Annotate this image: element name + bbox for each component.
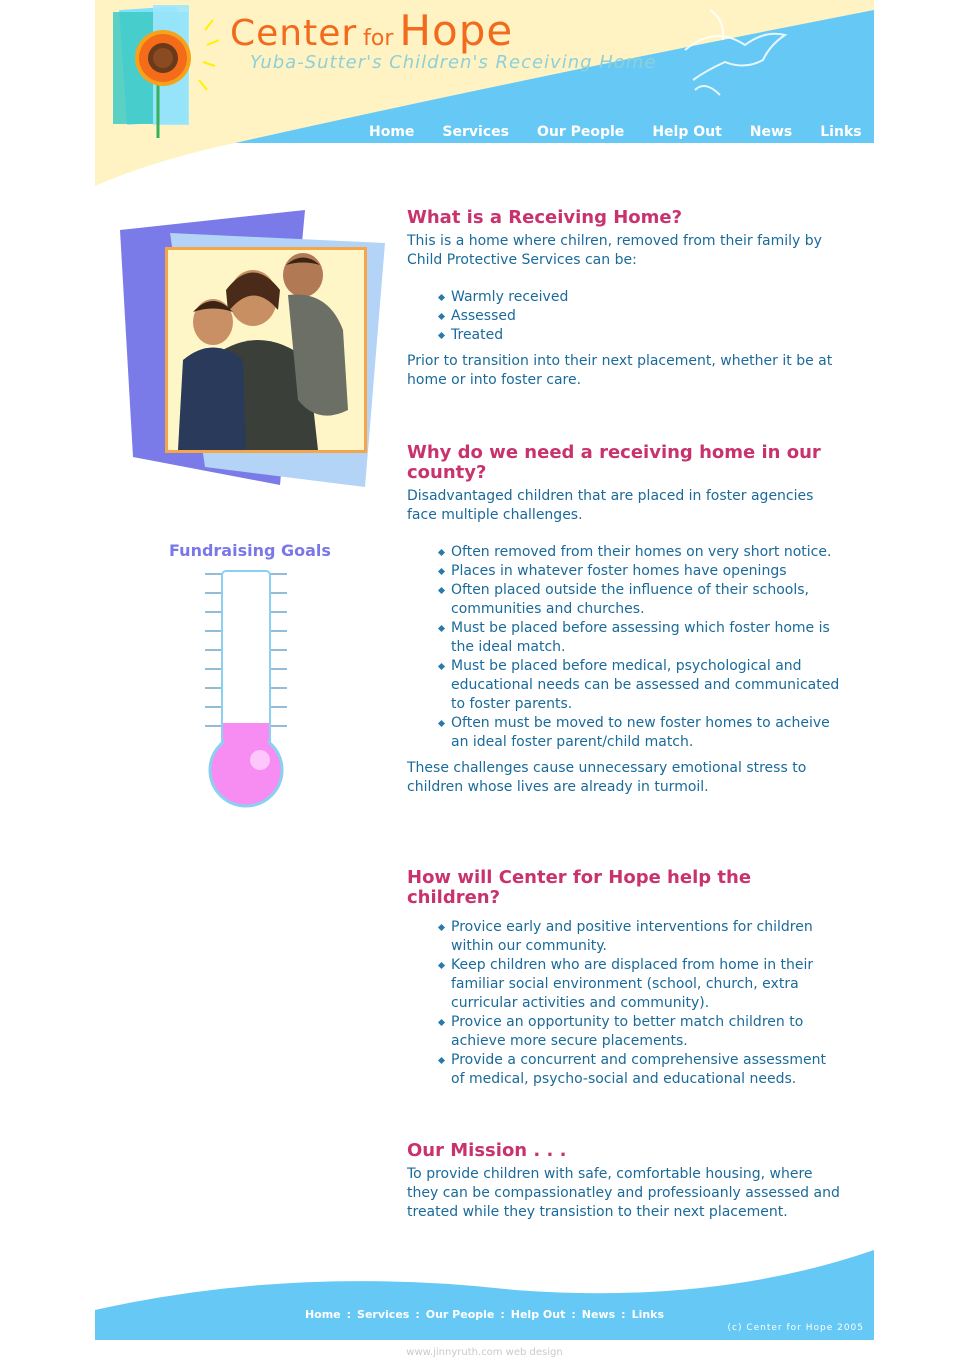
section-outro: Prior to transition into their next placement, whether it be at home or into foster care. (407, 353, 833, 388)
nav-news[interactable]: News (749, 124, 793, 140)
site-title-center: Center (230, 13, 358, 54)
copyright: (c) Center for Hope 2005 (727, 1323, 864, 1333)
list-item: Treated (451, 326, 842, 345)
footer-nav-services[interactable]: Services (357, 1308, 410, 1321)
list-item: Provide a concurrent and comprehensive assessment of medical, psycho-social and educational needs. (451, 1051, 842, 1089)
section-list (407, 543, 842, 752)
nav-help-out[interactable]: Help Out (652, 124, 722, 140)
footer-nav-news[interactable]: News (581, 1308, 616, 1321)
nav-our-people[interactable]: Our People (536, 124, 625, 140)
section-intro: Disadvantaged children that are placed in foster agencies face multiple challenges. (407, 488, 814, 523)
nav-links[interactable]: Links (820, 124, 862, 140)
photo-collage (115, 205, 390, 495)
list-item: Must be placed before medical, psychological and educational needs can be assessed and communicated to foster parents. (451, 657, 842, 714)
list-item: Warmly received (451, 288, 842, 307)
section-heading: Our Mission . . . (407, 1140, 567, 1161)
thermometer-bulb (210, 734, 282, 806)
site-title (230, 6, 513, 55)
footer-nav-separator: : (571, 1308, 576, 1321)
section-list (407, 288, 842, 345)
section-heading: Why do we need a receiving home in our county? (407, 442, 821, 483)
section-receiving-home (407, 208, 842, 390)
site-title-for: for (363, 26, 394, 51)
section-how-help (407, 868, 842, 1096)
list-item: Must be placed before assessing which foster home is the ideal match. (451, 619, 842, 657)
section-intro: To provide children with safe, comfortable housing, where they can be compassionatley and professioanly assessed and treated while they transistion to their next placement. (407, 1166, 840, 1220)
main-nav (355, 124, 876, 140)
footer-nav-help-out[interactable]: Help Out (510, 1308, 566, 1321)
family-photo-image (168, 250, 364, 450)
nav-services[interactable]: Services (442, 124, 509, 140)
footer-nav-our-people[interactable]: Our People (425, 1308, 495, 1321)
fundraising-thermometer (195, 565, 295, 810)
designer-credit[interactable]: www.jinnyruth.com web design (406, 1347, 563, 1358)
header (95, 0, 874, 190)
footer (95, 1245, 874, 1340)
section-why-need (407, 443, 842, 797)
list-item: Keep children who are displaced from home in their familiar social environment (school, church, extra curricular activities and community). (451, 956, 842, 1013)
family-photo (165, 247, 367, 453)
footer-nav-home[interactable]: Home (304, 1308, 341, 1321)
list-item: Often placed outside the influence of their schools, communities and churches. (451, 581, 842, 619)
footer-nav (95, 1308, 874, 1321)
list-item: Provice early and positive interventions for children within our community. (451, 918, 842, 956)
section-mission (407, 1141, 842, 1222)
section-list (407, 918, 842, 1089)
section-outro: These challenges cause unnecessary emotional stress to children whose lives are already in turmoil. (407, 760, 807, 795)
footer-nav-separator: : (415, 1308, 420, 1321)
list-item: Assessed (451, 307, 842, 326)
list-item: Provice an opportunity to better match children to achieve more secure placements. (451, 1013, 842, 1051)
section-heading: What is a Receiving Home? (407, 207, 683, 228)
fundraising-title: Fundraising Goals (169, 541, 331, 560)
list-item: Often removed from their homes on very short notice. (451, 543, 842, 562)
footer-nav-separator: : (500, 1308, 505, 1321)
list-item: Often must be moved to new foster homes to acheive an ideal foster parent/child match. (451, 714, 842, 752)
site-tagline: Yuba-Sutter's Children's Receiving Home (250, 52, 657, 73)
nav-home[interactable]: Home (369, 124, 415, 140)
list-item: Places in whatever foster homes have openings (451, 562, 842, 581)
footer-nav-separator: : (346, 1308, 352, 1321)
footer-nav-links[interactable]: Links (631, 1308, 665, 1321)
section-intro: This is a home where chilren, removed from their family by Child Protective Services can be: (407, 233, 822, 268)
section-heading: How will Center for Hope help the children? (407, 867, 752, 908)
site-title-hope: Hope (399, 6, 514, 55)
page (95, 0, 874, 1362)
footer-nav-separator: : (621, 1308, 626, 1321)
